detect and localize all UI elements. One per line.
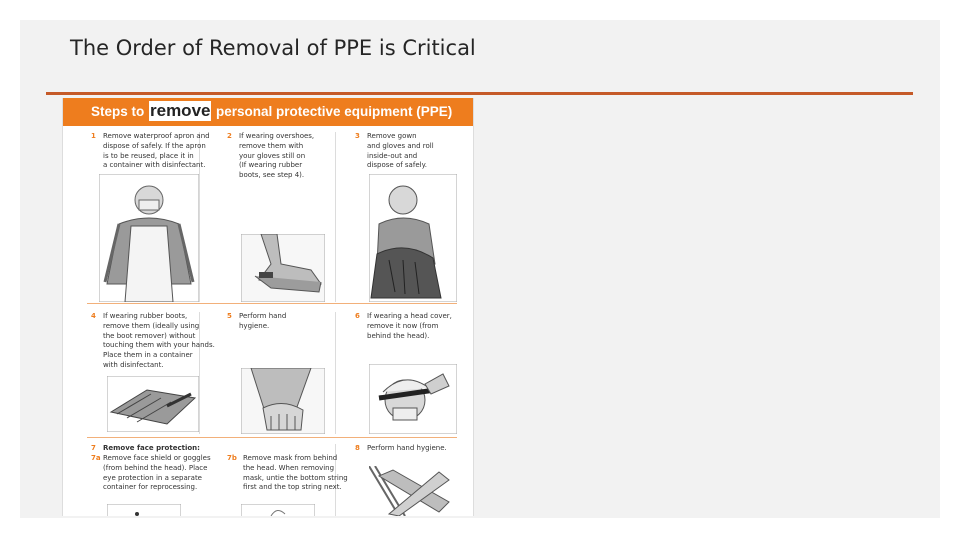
face-shield-removal-illustration [107, 504, 181, 516]
step-number: 8 [355, 444, 360, 452]
step-number: 6 [355, 312, 360, 320]
slide-title: The Order of Removal of PPE is Critical [70, 36, 476, 60]
step-text: If wearing a head cover, remove it now (from behind the head). [367, 312, 452, 340]
row-divider [87, 437, 457, 438]
step-number: 7b [227, 454, 237, 462]
mask-removal-illustration [241, 504, 315, 516]
head-cover-removal-illustration [369, 364, 457, 434]
step-text: Remove face shield or goggles (from behind the head). Place eye protection in a separate container for reprocessing. [103, 454, 211, 492]
step-text: If wearing overshoes, remove them with your gloves still on (If wearing rubber boots, see step 4). [239, 132, 315, 180]
overshoe-removal-illustration [241, 234, 325, 302]
step-number: 1 [91, 132, 96, 140]
row-divider [87, 303, 457, 304]
apron-removal-illustration [99, 174, 199, 302]
step-number: 3 [355, 132, 360, 140]
step-number: 5 [227, 312, 232, 320]
poster-header [63, 98, 473, 126]
step-text: If wearing rubber boots, remove them (ideally using the boot remover) without touching them with your hands. Place them in a container with disinfectant. [103, 312, 215, 369]
step-text: Remove waterproof apron and dispose of safely. If the apron is to be reused, place it in a container with disinfectant. [103, 132, 210, 170]
step-number: 4 [91, 312, 96, 320]
step-number: 7a [91, 454, 101, 462]
ppe-removal-poster [62, 98, 474, 516]
gown-removal-illustration [369, 174, 457, 302]
step-text: Remove gown and gloves and roll inside-out and dispose of safely. [367, 132, 434, 170]
step-text: Remove mask from behind the head. When removing mask, untie the bottom string first and the top string next. [243, 454, 348, 492]
step-number: 2 [227, 132, 232, 140]
step-number: 7 [91, 444, 96, 452]
step-text: Perform hand hygiene. [239, 312, 287, 330]
header-suffix: personal protective equipment (PPE) [216, 104, 453, 119]
header-prefix: Steps to [91, 104, 145, 119]
step-text: Remove face protection: [103, 444, 200, 452]
slide [20, 20, 940, 518]
final-hand-hygiene-illustration [369, 466, 457, 516]
hand-hygiene-illustration [241, 368, 325, 434]
boot-removal-illustration [107, 376, 199, 432]
title-underline [46, 92, 913, 95]
header-highlight: remove [150, 101, 211, 120]
step-text: Perform hand hygiene. [367, 444, 447, 452]
